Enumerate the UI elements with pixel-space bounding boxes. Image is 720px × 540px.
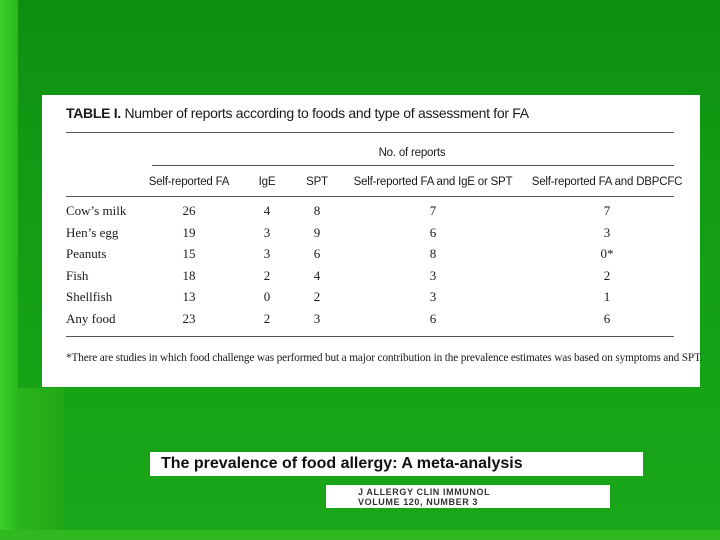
table-cell: 3	[263, 225, 271, 240]
column-header-self-ige-spt: Self-reported FA and IgE or SPT	[353, 176, 513, 188]
table-cell: 7	[429, 203, 437, 218]
table-cell: 6	[429, 311, 437, 326]
column-header-spt: SPT	[306, 176, 328, 188]
table-cell: 4	[313, 268, 321, 283]
table-cell: 0*	[600, 246, 614, 261]
table-caption	[66, 105, 529, 121]
background-stripe-accent	[18, 388, 64, 540]
table-cell: 6	[313, 246, 321, 261]
table-footnote: *There are studies in which food challenge was performed but a major contribution in the prevalence estimates was based on symptoms and SPT.	[66, 352, 703, 364]
column-header-self-dbpcfc: Self-reported FA and DBPCFC	[531, 176, 683, 188]
slide-title-box	[150, 452, 643, 476]
table-row-food: Cow’s milk	[66, 203, 127, 218]
table-row-food: Hen’s egg	[66, 225, 119, 240]
table-row-food: Shellfish	[66, 289, 113, 304]
table-cell: 6	[429, 225, 437, 240]
table-cell: 3	[603, 225, 611, 240]
table-cell: 3	[313, 311, 321, 326]
table-row-food: Fish	[66, 268, 89, 283]
table-row-food: Peanuts	[66, 246, 107, 261]
table-cell: 7	[603, 203, 611, 218]
journal-citation-box	[326, 485, 610, 508]
slide-title: The prevalence of food allergy: A meta-analysis	[161, 455, 523, 472]
column-header-self-reported: Self-reported FA	[148, 176, 230, 188]
table-cell: 8	[429, 246, 437, 261]
table-cell: 26	[182, 203, 196, 218]
table-cell: 3	[429, 289, 437, 304]
table-panel	[42, 95, 703, 387]
column-header-ige: IgE	[258, 176, 276, 188]
table-cell: 1	[603, 289, 611, 304]
table-cell: 2	[603, 268, 611, 283]
table-cell: 4	[263, 203, 271, 218]
table-cell: 3	[429, 268, 437, 283]
header-bottom-rule	[66, 196, 674, 197]
table-caption-label: TABLE I.	[66, 105, 121, 121]
table-cell: 18	[182, 268, 196, 283]
table-cell: 6	[603, 311, 611, 326]
table-cell: 9	[313, 225, 321, 240]
background-stripe-bottom	[0, 530, 720, 540]
table-cell: 23	[182, 311, 196, 326]
table-caption-text: Number of reports according to foods and type of assessment for FA	[120, 105, 529, 121]
table-cell: 19	[182, 225, 196, 240]
table-row-food: Any food	[66, 311, 116, 326]
group-header: No. of reports	[378, 147, 446, 159]
table-cell: 2	[263, 268, 271, 283]
table-top-rule	[66, 132, 674, 133]
group-header-rule	[152, 165, 674, 166]
table-cell: 8	[313, 203, 321, 218]
table-cell: 2	[313, 289, 321, 304]
table-cell: 3	[263, 246, 271, 261]
table-cell: 15	[182, 246, 196, 261]
journal-line-2: VOLUME 120, NUMBER 3	[358, 497, 479, 507]
table-cell: 13	[182, 289, 196, 304]
table-cell: 2	[263, 311, 271, 326]
journal-line-1: J ALLERGY CLIN IMMUNOL	[358, 487, 491, 497]
table-bottom-rule	[66, 336, 674, 337]
background-stripe-left	[0, 0, 18, 540]
table-cell: 0	[263, 289, 271, 304]
